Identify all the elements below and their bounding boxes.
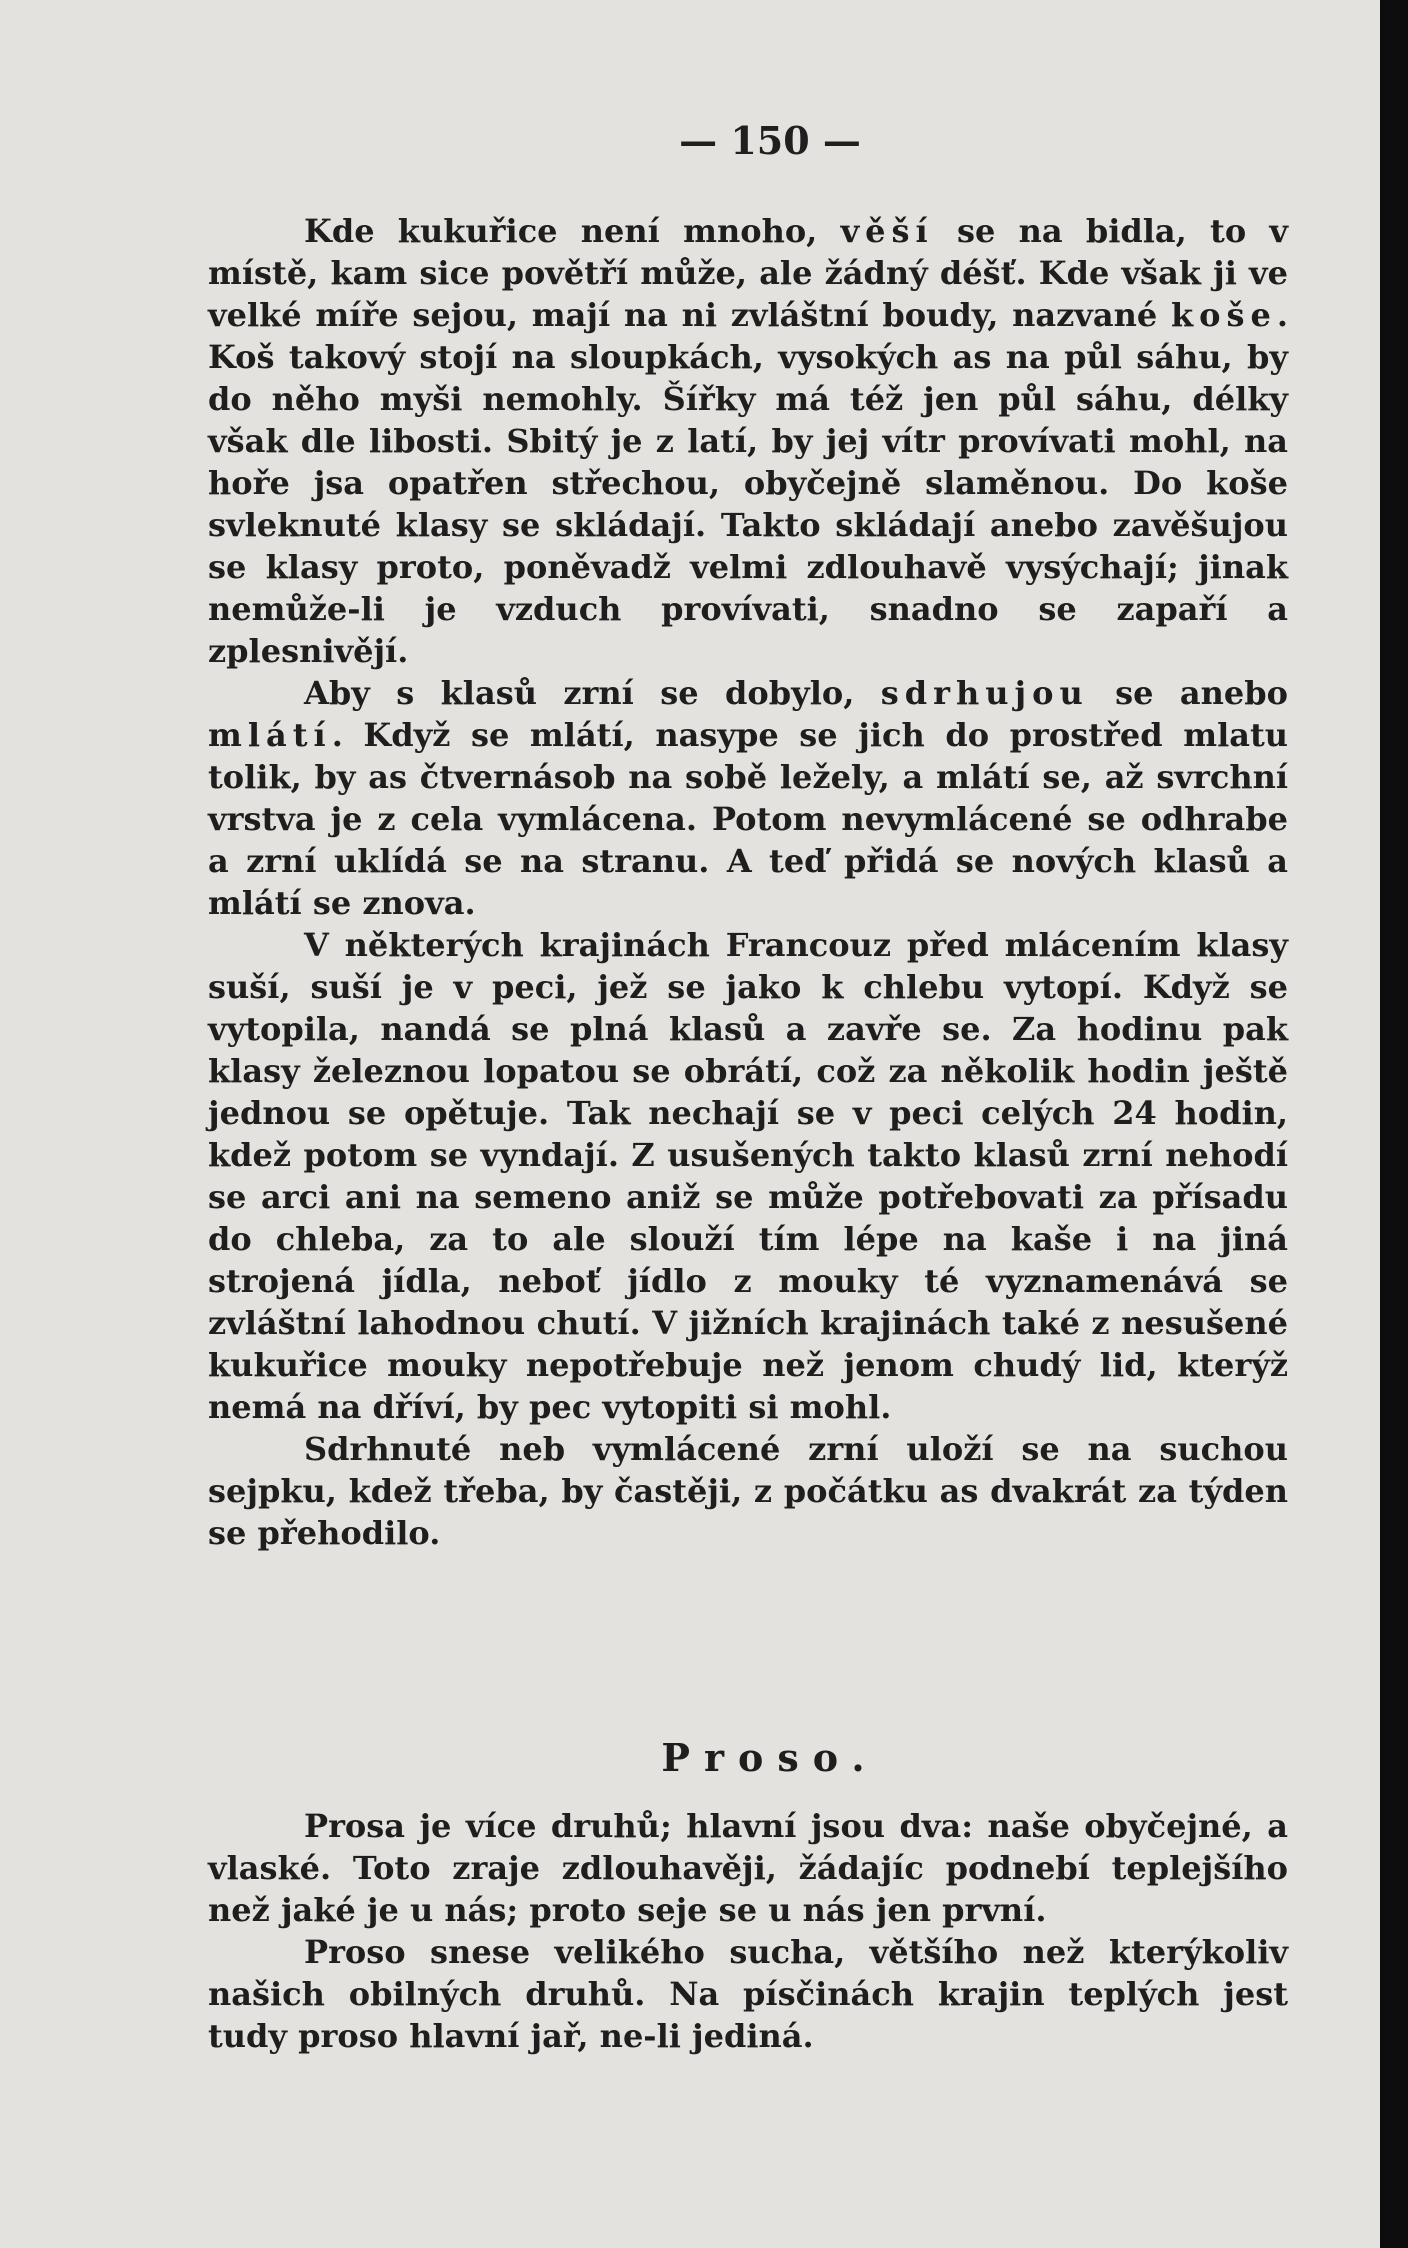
text-run: . Když se mlátí, nasype se jich do prostřed mlatu tolik, by as čtvernásob na sobě ležely, a mlátí se, až svrchní vrstva je z cela vymlácena. Potom nevymlácené se odhrabe a zrní uklídá se na stranu. A teď přidá se nových klasů a mlátí se znova.: [208, 716, 1288, 922]
spaced-term: mlátí: [208, 716, 332, 754]
text-run: Sdrhnuté neb vymlácené zrní uloží se na suchou sejpku, kdež třeba, by častěji, z počátku as dvakrát za týden se přehodilo.: [208, 1430, 1288, 1552]
paragraph-kukurice-vesi: [208, 210, 1288, 672]
paragraph-sejpka: [208, 1428, 1288, 1554]
body-text-bottom: [208, 1805, 1288, 2057]
scan-border: [1380, 0, 1408, 2248]
spaced-term: věší: [840, 212, 934, 250]
text-run: Kde kukuřice není mnoho,: [304, 212, 841, 250]
body-text-top: [208, 210, 1288, 1554]
text-run: se anebo: [1088, 674, 1289, 712]
text-run: Aby s klasů zrní se dobylo,: [304, 674, 881, 712]
text-run: se na bidla, to v místě, kam sice povětří může, ale žádný déšť. Kde však ji ve velké míře sejou, mají na ni zvláštní boudy, nazvané: [208, 212, 1289, 334]
text-run: . Koš takový stojí na sloupkách, vysokých as na půl sáhu, by do něho myši nemohly. Šířky má též jen půl sáhu, délky však dle libosti. Sbitý je z latí, by jej vítr provívati mohl, na hoře jsa opatřen střechou, obyčejně slaměnou. Do koše svleknuté klasy se skládají. Takto skládají anebo zavěšujou se klasy proto, poněvadž velmi zdlouhavě vysýchají; jinak nemůže-li je vzduch provívati, snadno se zapaří a zplesnivějí.: [208, 296, 1288, 670]
paragraph-proso-sucha: [208, 1931, 1288, 2057]
section-heading: Proso.: [661, 1735, 879, 1780]
text-run: Proso snese velikého sucha, většího než kterýkoliv našich obilných druhů. Na písčinách krajin teplých jest tudy proso hlavní jař, ne-li jediná.: [208, 1933, 1288, 2055]
paragraph-prosa-druhy: [208, 1805, 1288, 1931]
spaced-term: koše: [1170, 296, 1277, 334]
paragraph-sdrhujou: [208, 672, 1288, 924]
page-number: — 150 —: [679, 118, 861, 163]
spaced-term: sdrhujou: [880, 674, 1089, 712]
paragraph-francouz: [208, 924, 1288, 1428]
text-run: Prosa je více druhů; hlavní jsou dva: naše obyčejné, a vlaské. Toto zraje zdlouhavěji, žádajíc podnebí teplejšího než jaké je u nás; proto seje se u nás jen první.: [208, 1807, 1288, 1929]
text-run: V některých krajinách Francouz před mlácením klasy suší, suší je v peci, jež se jako k chlebu vytopí. Když se vytopila, nandá se plná klasů a zavře se. Za hodinu pak klasy železnou lopatou se obrátí, což za několik hodin ještě jednou se opětuje. Tak nechají se v peci celých 24 hodin, kdež potom se vyndají. Z usušených takto klasů zrní nehodí se arci ani na semeno aniž se může potřebovati za přísadu do chleba, za to ale slouží tím lépe na kaše i na jiná strojená jídla, neboť jídlo z mouky té vyznamenává se zvláštní lahodnou chutí. V jižních krajinách také z nesušené kukuřice mouky nepotřebuje než jenom chudý lid, kterýž nemá na dříví, by pec vytopiti si mohl.: [208, 926, 1288, 1426]
